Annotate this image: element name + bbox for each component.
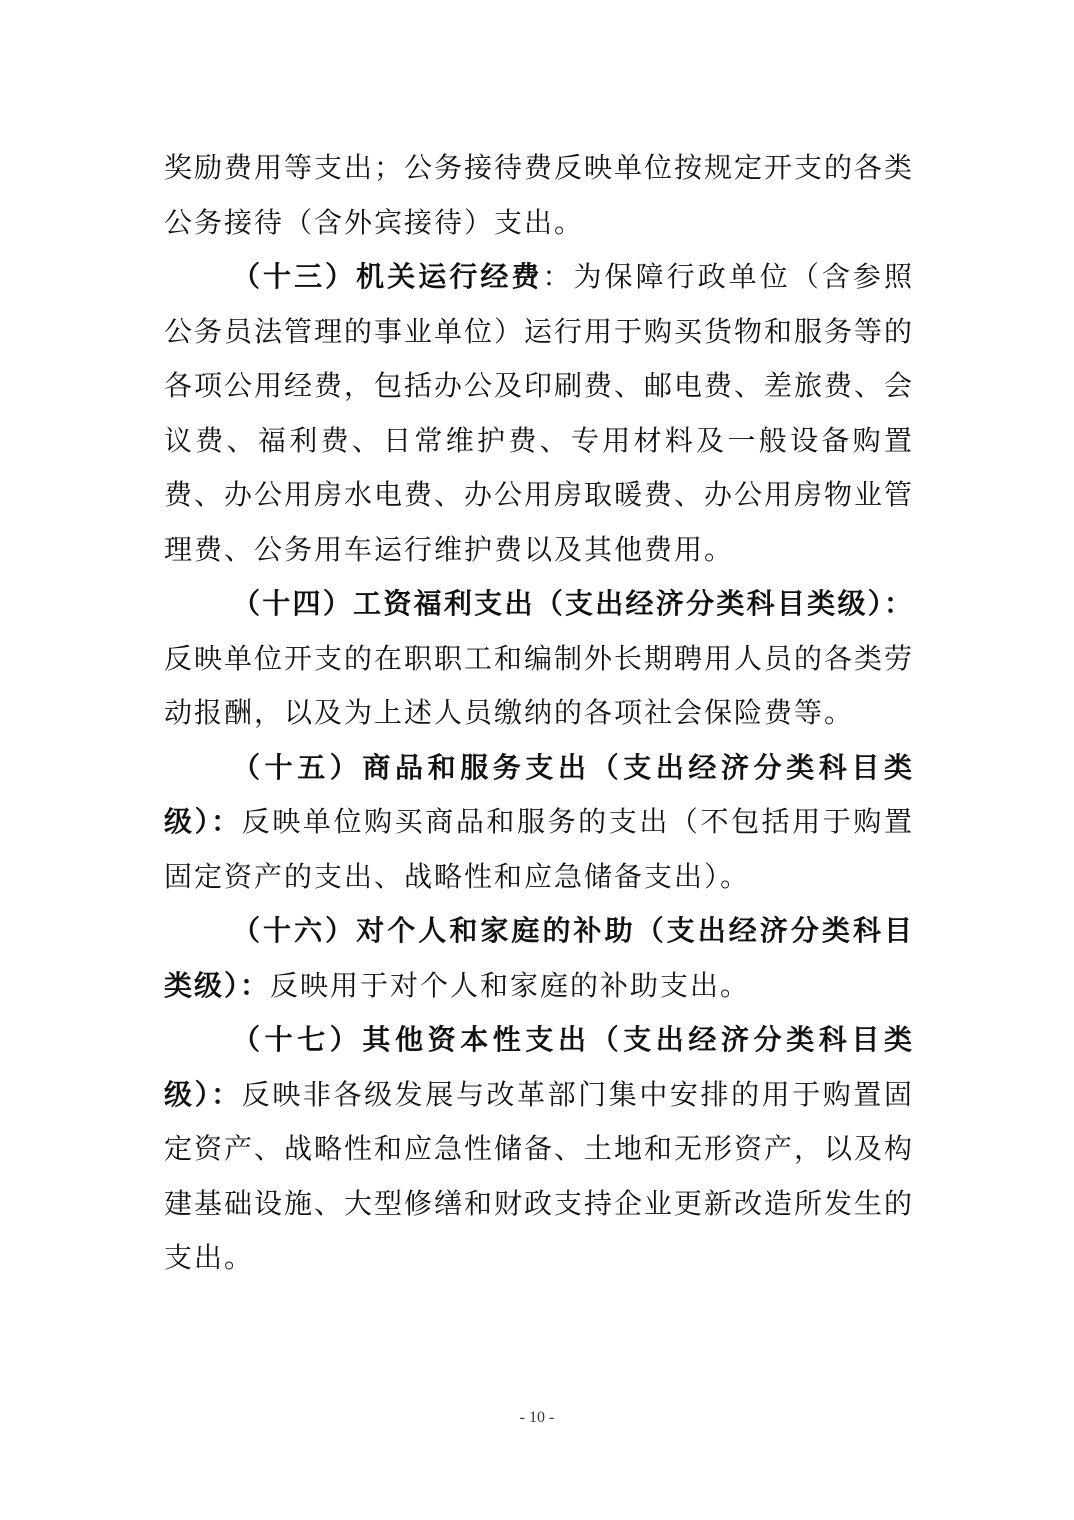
paragraph-text: 反映单位购买商品和服务的支出（不包括用于购置固定资产的支出、战略性和应急储备支出）。: [164, 805, 914, 893]
paragraph-wage-welfare: [164, 577, 914, 741]
paragraph-term: （十三）机关运行经费: [232, 260, 543, 293]
paragraph-term: （十六）对个人和家庭的补助（支出经济分类科目类级）：: [164, 914, 914, 1002]
document-body: [164, 141, 914, 1286]
paragraph-other-capital: [164, 1013, 914, 1286]
paragraph-text: 反映非各级发展与改革部门集中安排的用于购置固定资产、战略性和应急性储备、土地和无形资产，以及构建基础设施、大型修缮和财政支持企业更新改造所发生的支出。: [164, 1077, 915, 1274]
paragraph-household-subsidies: [164, 904, 914, 1013]
paragraph-text: 反映单位开支的在职职工和编制外长期聘用人员的各类劳动报酬，以及为上述人员缴纳的各项社会保险费等。: [164, 641, 915, 729]
paragraph-text: 反映用于对个人和家庭的补助支出。: [270, 968, 751, 1002]
paragraph-reward-expenses: [164, 141, 914, 250]
page-number: - 10 -: [519, 1409, 555, 1426]
paragraph-term: （十五）商品和服务支出（支出经济分类科目类级）：: [164, 750, 914, 838]
paragraph-term: （十四）工资福利支出（支出经济分类科目类级）：: [232, 587, 914, 620]
paragraph-agency-operating-funds: [164, 250, 914, 577]
paragraph-term: （十七）其他资本性支出（支出经济分类科目类级）：: [164, 1023, 914, 1111]
paragraph-text: ：为保障行政单位（含参照公务员法管理的事业单位）运行用于购买货物和服务等的各项公用经费，包括办公及印刷费、邮电费、差旅费、会议费、福利费、日常维护费、专用材料及一般设备购置费、办公用房水电费、办公用房取暖费、办公用房物业管理费、公务用车运行维护费以及其他费用。: [164, 260, 915, 566]
paragraph-goods-services: [164, 741, 914, 905]
paragraph-text: 奖励费用等支出；公务接待费反映单位按规定开支的各类公务接待（含外宾接待）支出。: [164, 151, 915, 239]
